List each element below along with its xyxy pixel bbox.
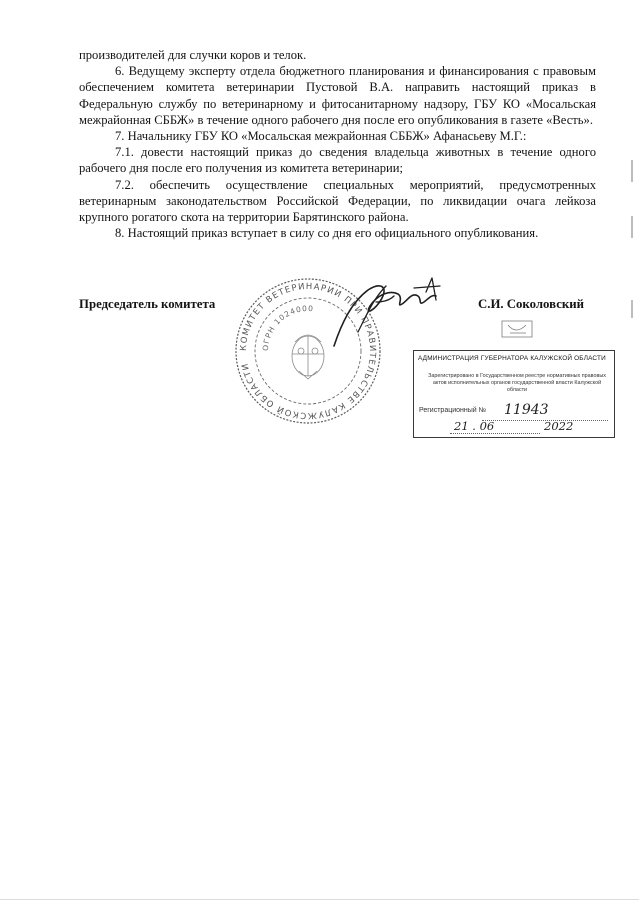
registration-stamp bbox=[413, 350, 615, 438]
registration-number-label: Регистрационный № bbox=[419, 407, 487, 414]
signatory-name: С.И. Соколовский bbox=[478, 297, 584, 311]
stamp-mark-icon bbox=[498, 313, 538, 343]
svg-text:ОГРН 1024000 bbox=[261, 304, 314, 351]
date-underline bbox=[450, 433, 540, 434]
document-body bbox=[79, 47, 596, 241]
paragraph-continuation: производителей для случки коров и телок. bbox=[79, 48, 307, 62]
seal-inner-text: ОГРН 1024000 bbox=[260, 303, 315, 352]
paragraph-7-1: 7.1. довести настоящий приказ до сведения владельца животных в течение одного рабочего дня после его получения из комитета ветеринарии; bbox=[79, 145, 596, 176]
registration-stamp-description: Зарегистрировано в Государственном реестре нормативных правовых актов исполнительных органов государственной власти Калужской области bbox=[428, 373, 606, 393]
scan-edge-mark bbox=[631, 216, 633, 238]
signature-icon bbox=[328, 272, 448, 352]
scan-edge-mark bbox=[631, 160, 633, 182]
signatory-position: Председатель комитета bbox=[79, 297, 216, 311]
registration-stamp-title: АДМИНИСТРАЦИЯ ГУБЕРНАТОРА КАЛУЖСКОЙ ОБЛАСТИ bbox=[418, 355, 606, 362]
paragraph-6: 6. Ведущему эксперту отдела бюджетного планирования и финансирования с правовым обеспечением комитета ветеринарии Пустовой В.А. направить настоящий приказ в Федеральную службу по ветеринарному и фитосанитарному надзору, ГБУ КО «Мосальская межрайонная СББЖ» в течение одного рабочего дня после его опубликования в газете «Весть». bbox=[79, 64, 596, 127]
paragraph-7: 7. Начальнику ГБУ КО «Мосальская межрайонная СББЖ» Афанасьеву М.Г.: bbox=[115, 129, 527, 144]
registration-number: 11943 bbox=[504, 402, 549, 418]
scan-edge-mark bbox=[631, 300, 633, 318]
seal-outer-text: КОМИТЕТ ВЕТЕРИНАРИИ ПРИ ПРАВИТЕЛЬСТВЕ КАЛУЖСКОЙ ОБЛАСТИ bbox=[238, 281, 378, 421]
registration-year: 2022 bbox=[544, 419, 574, 433]
registration-date: 21 . 06 bbox=[454, 419, 495, 433]
paragraph-8: 8. Настоящий приказ вступает в силу со дня его официального опубликования. bbox=[115, 226, 539, 241]
page-bottom-edge bbox=[0, 899, 639, 900]
paragraph-7-2: 7.2. обеспечить осуществление специальных мероприятий, предусмотренных ветеринарным законодательством Российской Федерации, по ликвидации очага лейкоза крупного рогатого скота на территории Барятинского района. bbox=[79, 177, 596, 225]
